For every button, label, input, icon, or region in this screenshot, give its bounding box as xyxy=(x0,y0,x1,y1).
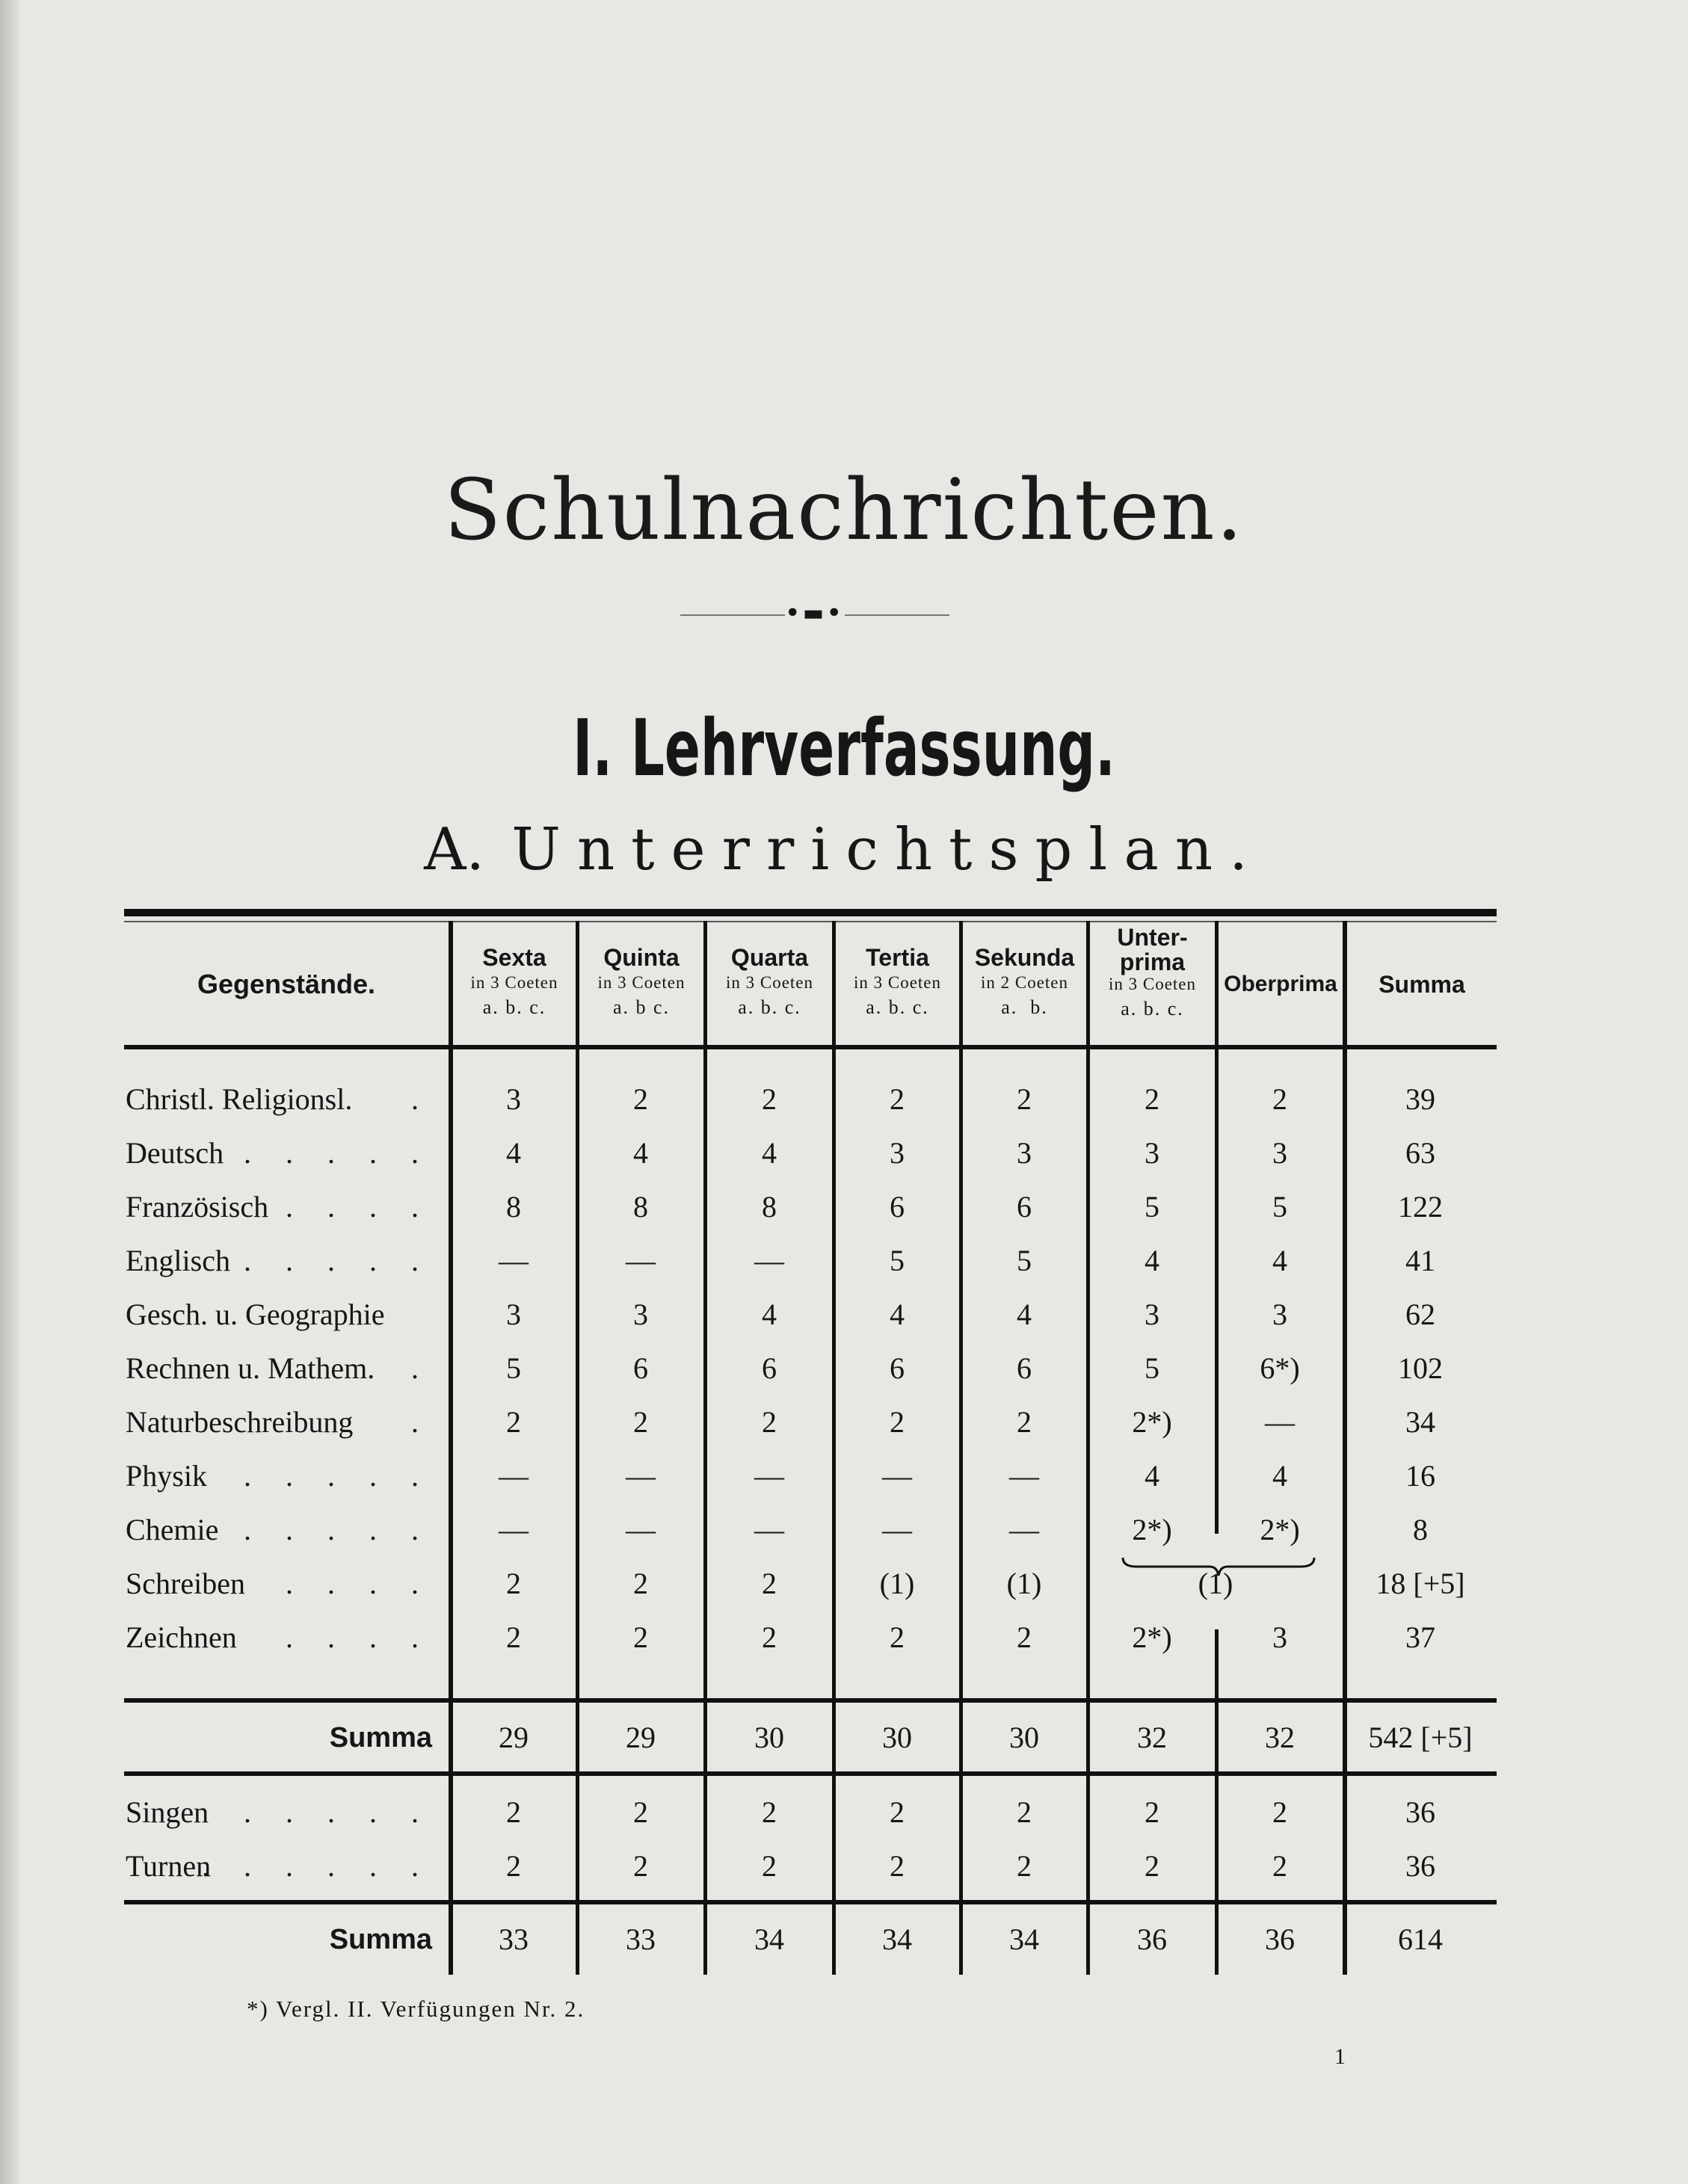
value-cell: 41 xyxy=(1405,1244,1435,1277)
value-cell: 37 xyxy=(1405,1620,1435,1654)
value-cell: 2 xyxy=(890,1849,905,1883)
value-cell: 32 xyxy=(1137,1721,1167,1754)
value-cell: 2 xyxy=(890,1620,905,1654)
value-cell: — xyxy=(499,1244,529,1277)
value-cell: 2 xyxy=(633,1567,648,1600)
value-cell: — xyxy=(1009,1513,1039,1546)
subject-cell xyxy=(126,1296,432,1333)
header-summa xyxy=(1347,924,1497,1045)
value-cell: 4 xyxy=(1145,1459,1159,1493)
value-cell: 5 xyxy=(1145,1351,1159,1385)
header-sekunda xyxy=(963,943,1086,1021)
table-top-rule xyxy=(124,909,1497,916)
leader-dots: . . . . xyxy=(286,1620,432,1654)
value-cell: — xyxy=(499,1513,529,1546)
subject-label: Schreiben xyxy=(126,1567,245,1600)
value-cell: 3 xyxy=(1145,1298,1159,1331)
value-cell: 2 xyxy=(633,1620,648,1654)
leader-dots: . . . . . xyxy=(244,1459,432,1493)
header-sekunda-name: Sekunda xyxy=(974,944,1075,971)
value-cell: 36 xyxy=(1137,1922,1167,1956)
header-quinta-abc: a. b c. xyxy=(612,996,671,1018)
value-cell: 2 xyxy=(506,1849,521,1883)
value-cell: 34 xyxy=(882,1922,912,1956)
value-cell: — xyxy=(499,1459,529,1493)
leader-dots: . xyxy=(411,1351,432,1385)
ornament-line-right xyxy=(845,614,949,616)
value-cell: 6 xyxy=(1017,1351,1032,1385)
value-cell: 2 xyxy=(1272,1849,1287,1883)
header-sexta-name: Sexta xyxy=(482,944,546,971)
value-cell: 3 xyxy=(506,1082,521,1116)
value-cell: 30 xyxy=(754,1721,784,1754)
value-cell: 8 xyxy=(506,1190,521,1224)
value-cell: 8 xyxy=(1413,1513,1428,1546)
value-cell: 4 xyxy=(1017,1298,1032,1331)
value-cell: 2 xyxy=(890,1795,905,1829)
value-cell: 2 xyxy=(1272,1082,1287,1116)
value-cell: 18 [+5] xyxy=(1376,1567,1465,1600)
subject-label: Zeichnen xyxy=(126,1620,237,1654)
leader-dots: . xyxy=(411,1082,432,1116)
value-cell: 2 xyxy=(506,1795,521,1829)
value-cell: 32 xyxy=(1265,1721,1295,1754)
value-cell: 3 xyxy=(633,1298,648,1331)
value-cell: — xyxy=(626,1513,656,1546)
value-cell: — xyxy=(1265,1405,1295,1439)
value-cell: 5 xyxy=(890,1244,905,1277)
leader-dots: . . . . . xyxy=(244,1244,432,1277)
header-sekunda-coeten: in 2 Coeten xyxy=(980,973,1069,992)
value-cell: 3 xyxy=(1145,1136,1159,1170)
header-unterprima-coeten: in 3 Coeten xyxy=(1108,975,1197,993)
page-edge-shadow xyxy=(0,0,19,2184)
value-cell: 34 xyxy=(1405,1405,1435,1439)
value-cell: 2 xyxy=(506,1620,521,1654)
value-cell: 542 [+5] xyxy=(1368,1721,1473,1754)
header-sexta xyxy=(453,943,576,1021)
value-cell: 2 xyxy=(1145,1795,1159,1829)
subject-label: Chemie xyxy=(126,1513,219,1546)
value-cell: 4 xyxy=(890,1298,905,1331)
header-quinta-coeten: in 3 Coeten xyxy=(597,973,686,992)
header-tertia-name: Tertia xyxy=(866,944,929,971)
subject-label: Christl. Religionsl. xyxy=(126,1082,353,1116)
subject-cell xyxy=(126,1565,432,1602)
value-cell: 16 xyxy=(1405,1459,1435,1493)
value-cell: 36 xyxy=(1405,1849,1435,1883)
value-cell: 2 xyxy=(762,1082,777,1116)
subject-label: Englisch xyxy=(126,1244,230,1277)
subject-label: Singen xyxy=(126,1795,209,1829)
header-tertia-coeten: in 3 Coeten xyxy=(853,973,942,992)
ornament-glyph: •▬• xyxy=(785,600,845,626)
subject-label: Physik xyxy=(126,1459,207,1493)
value-cell: — xyxy=(754,1459,784,1493)
value-cell: 6 xyxy=(762,1351,777,1385)
subject-label: Deutsch xyxy=(126,1136,224,1170)
page-number: 1 xyxy=(1334,2044,1346,2069)
subject-cell xyxy=(126,1188,432,1226)
value-cell: 3 xyxy=(1017,1136,1032,1170)
value-cell: 34 xyxy=(1009,1922,1039,1956)
value-cell: 2 xyxy=(633,1849,648,1883)
value-cell: 34 xyxy=(754,1922,784,1956)
summa1-top-rule xyxy=(124,1698,1497,1703)
value-cell: 2*) xyxy=(1132,1513,1172,1546)
header-summa-label: Summa xyxy=(1379,971,1465,998)
subsection-letter: A. xyxy=(424,816,485,883)
value-cell: 2 xyxy=(1017,1082,1032,1116)
value-cell: 2 xyxy=(1145,1849,1159,1883)
value-cell: 2 xyxy=(506,1567,521,1600)
header-bottom-rule xyxy=(124,1045,1497,1049)
value-cell: 2 xyxy=(506,1405,521,1439)
section-title: I. Lehrverfassung. xyxy=(573,703,1115,794)
value-cell: 2 xyxy=(633,1795,648,1829)
value-cell: (1) xyxy=(1006,1567,1042,1600)
header-unterprima-name-1: Unter- xyxy=(1117,924,1188,951)
subject-label: Gesch. u. Geographie xyxy=(126,1298,385,1331)
value-cell: 2*) xyxy=(1132,1620,1172,1654)
subject-label: Naturbeschreibung xyxy=(126,1405,354,1439)
value-cell: (1) xyxy=(879,1567,915,1600)
value-cell: 4 xyxy=(1272,1459,1287,1493)
value-cell: — xyxy=(754,1244,784,1277)
value-cell: 6*) xyxy=(1260,1351,1300,1385)
header-subjects-label: Gegenstände. xyxy=(197,969,376,999)
value-cell: 36 xyxy=(1405,1795,1435,1829)
value-cell: 4 xyxy=(1145,1244,1159,1277)
subsection-name: Unterrichtsplan. xyxy=(511,816,1264,883)
value-cell: 2 xyxy=(762,1405,777,1439)
value-cell: 29 xyxy=(626,1721,656,1754)
header-unterprima-abc: a. b. c. xyxy=(1121,998,1184,1019)
summa2-top-rule xyxy=(124,1900,1497,1904)
value-cell: 614 xyxy=(1398,1922,1443,1956)
summa1-bottom-rule xyxy=(124,1771,1497,1776)
value-cell: 2 xyxy=(1145,1082,1159,1116)
leader-dots: . . . . . xyxy=(244,1136,432,1170)
value-cell: 2 xyxy=(762,1795,777,1829)
value-cell: — xyxy=(1009,1459,1039,1493)
value-cell: 4 xyxy=(1272,1244,1287,1277)
header-tertia xyxy=(836,943,959,1021)
header-tertia-abc: a. b. c. xyxy=(866,996,929,1018)
header-sexta-coeten: in 3 Coeten xyxy=(470,973,558,992)
header-oberprima xyxy=(1219,924,1343,1045)
header-unterprima-name-2: prima xyxy=(1119,948,1186,975)
summa-label: Summa xyxy=(329,1924,432,1955)
subject-cell xyxy=(126,1619,432,1656)
leader-dots: . xyxy=(411,1405,432,1439)
value-cell: 2 xyxy=(1272,1795,1287,1829)
value-cell: 5 xyxy=(1272,1190,1287,1224)
value-cell: 29 xyxy=(499,1721,529,1754)
summa-label: Summa xyxy=(329,1722,432,1753)
value-cell: 5 xyxy=(506,1351,521,1385)
header-quinta xyxy=(579,943,703,1021)
header-quarta-name: Quarta xyxy=(730,944,809,971)
header-sekunda-abc: a. b. xyxy=(1001,996,1048,1018)
value-cell: — xyxy=(882,1513,912,1546)
value-cell: — xyxy=(882,1459,912,1493)
subject-cell xyxy=(126,1081,432,1118)
value-cell: 2 xyxy=(762,1620,777,1654)
value-cell: 2*) xyxy=(1132,1405,1172,1439)
value-cell: 6 xyxy=(890,1190,905,1224)
value-cell: (1) xyxy=(1198,1567,1233,1600)
value-cell: 4 xyxy=(506,1136,521,1170)
value-cell: 2 xyxy=(633,1082,648,1116)
header-unterprima xyxy=(1090,924,1215,1022)
subject-cell xyxy=(126,1511,432,1549)
value-cell: 4 xyxy=(762,1136,777,1170)
value-cell: 3 xyxy=(1272,1620,1287,1654)
subject-label: Turnen xyxy=(126,1849,212,1883)
table-top-rule-thin xyxy=(124,921,1497,922)
subject-label: Französisch xyxy=(126,1190,269,1224)
header-oberprima-name: Oberprima xyxy=(1224,972,1337,996)
value-cell: 3 xyxy=(1272,1136,1287,1170)
subsection-title xyxy=(0,816,1688,883)
value-cell: 2 xyxy=(1017,1849,1032,1883)
header-sexta-abc: a. b. c. xyxy=(482,996,546,1018)
value-cell: 33 xyxy=(626,1922,656,1956)
value-cell: 2 xyxy=(890,1405,905,1439)
value-cell: 3 xyxy=(890,1136,905,1170)
value-cell: 3 xyxy=(1272,1298,1287,1331)
subject-label: Rechnen u. Mathem. xyxy=(126,1351,375,1385)
value-cell: 6 xyxy=(1017,1190,1032,1224)
value-cell: 30 xyxy=(882,1721,912,1754)
header-subjects xyxy=(124,924,449,1045)
value-cell: 6 xyxy=(890,1351,905,1385)
value-cell: 33 xyxy=(499,1922,529,1956)
value-cell: 6 xyxy=(633,1351,648,1385)
value-cell: 2 xyxy=(633,1405,648,1439)
curly-brace xyxy=(1121,1556,1316,1579)
value-cell: 2*) xyxy=(1260,1513,1300,1546)
header-quarta xyxy=(707,943,832,1021)
value-cell: 122 xyxy=(1398,1190,1443,1224)
page-title: Schulnachrichten. xyxy=(443,462,1245,559)
subject-cell xyxy=(126,1242,432,1280)
value-cell: 2 xyxy=(1017,1795,1032,1829)
value-cell: 3 xyxy=(506,1298,521,1331)
value-cell: 62 xyxy=(1405,1298,1435,1331)
subject-cell xyxy=(126,1135,432,1172)
value-cell: 4 xyxy=(633,1136,648,1170)
value-cell: 2 xyxy=(1017,1405,1032,1439)
value-cell: 5 xyxy=(1017,1244,1032,1277)
leader-dots: . . . . xyxy=(286,1190,432,1224)
value-cell: 30 xyxy=(1009,1721,1039,1754)
leader-dots: . . . . xyxy=(286,1567,432,1600)
leader-dots: . . . . . xyxy=(244,1513,432,1546)
header-quarta-abc: a. b. c. xyxy=(738,996,801,1018)
value-cell: 36 xyxy=(1265,1922,1295,1956)
value-cell: — xyxy=(626,1244,656,1277)
value-cell: 8 xyxy=(633,1190,648,1224)
value-cell: 8 xyxy=(762,1190,777,1224)
value-cell: 2 xyxy=(762,1567,777,1600)
header-quarta-coeten: in 3 Coeten xyxy=(725,973,814,992)
title-ornament xyxy=(680,598,949,626)
value-cell: 39 xyxy=(1405,1082,1435,1116)
value-cell: 5 xyxy=(1145,1190,1159,1224)
header-quinta-name: Quinta xyxy=(603,944,680,971)
subject-cell xyxy=(126,1457,432,1495)
value-cell: 102 xyxy=(1398,1351,1443,1385)
value-cell: 2 xyxy=(1017,1620,1032,1654)
subject-cell xyxy=(126,1350,432,1387)
value-cell: 4 xyxy=(762,1298,777,1331)
leader-dots: . . . . . . xyxy=(202,1849,432,1883)
leader-dots: . . . . . xyxy=(244,1795,432,1829)
value-cell: — xyxy=(754,1513,784,1546)
value-cell: 2 xyxy=(890,1082,905,1116)
value-cell: 2 xyxy=(762,1849,777,1883)
subject-cell xyxy=(126,1794,432,1831)
value-cell: — xyxy=(626,1459,656,1493)
footnote: *) Vergl. II. Verfügungen Nr. 2. xyxy=(247,1996,585,2022)
subject-cell xyxy=(126,1404,432,1441)
value-cell: 63 xyxy=(1405,1136,1435,1170)
subject-cell xyxy=(126,1848,432,1885)
